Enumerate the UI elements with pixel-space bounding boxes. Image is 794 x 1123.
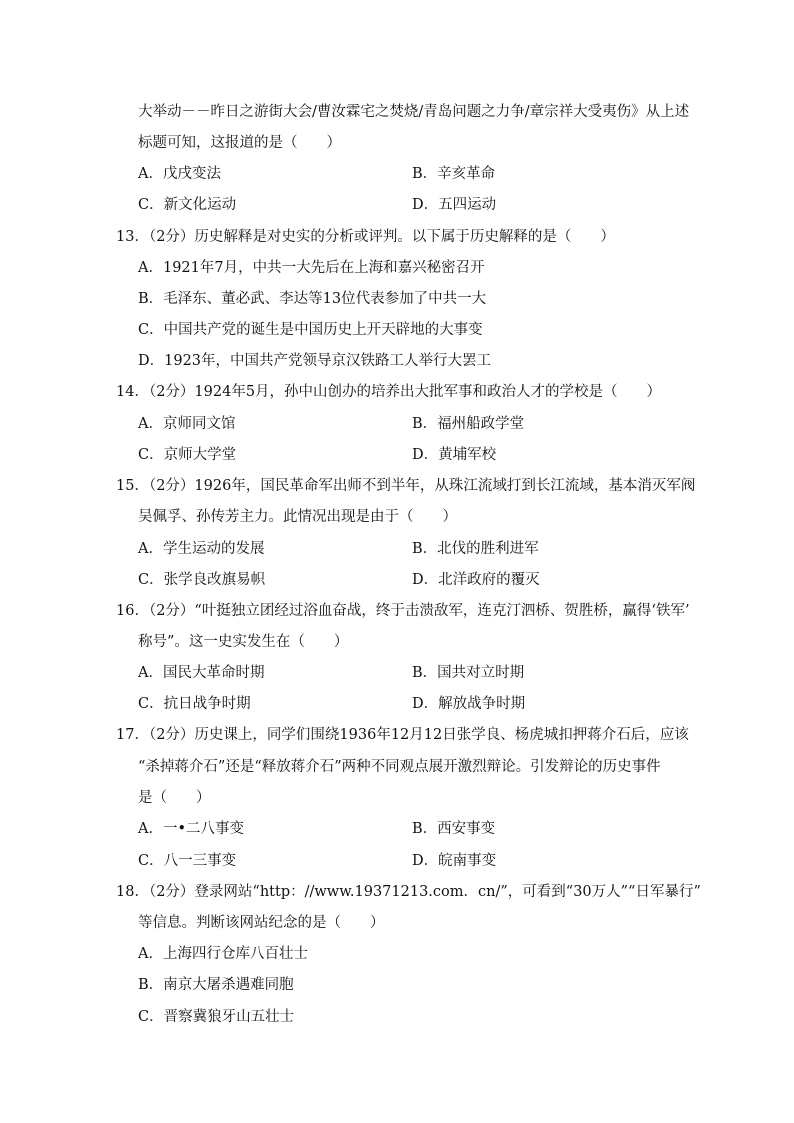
q12-stem-line2: 标题可知，这报道的是（ ）: [138, 135, 341, 151]
q16-option-a: A．国民大革命时期: [138, 665, 265, 681]
q17-option-a: A．一•二八事变: [138, 821, 245, 837]
q12-options-row1: [0, 162, 794, 186]
q17-options-row2: [0, 849, 794, 873]
q14-option-b: B．福州船政学堂: [412, 416, 525, 432]
q18-option-a: A．上海四行仓库八百壮士: [138, 946, 308, 962]
q14-options-row1: [0, 412, 794, 436]
q12-option-d: D．五四运动: [412, 197, 497, 213]
q15-option-c: C．张学良改旗易帜: [138, 572, 266, 588]
q14-option-d: D．黄埔军校: [412, 447, 497, 463]
q15-options-row2: [0, 568, 794, 592]
q16-stem-line2: 称号”。这一史实发生在（ ）: [138, 634, 349, 650]
q17-option-d: D．皖南事变: [412, 853, 497, 869]
q14-option-c: C．京师大学堂: [138, 447, 237, 463]
q12-option-b: B．辛亥革命: [412, 166, 496, 182]
q18-stem-line1: 18．（2分）登录网站“http：//www.19371213.com．cn/”，可看到“30万人”“日军暴行”: [116, 884, 701, 900]
q15-stem-line1: 15．（2分）1926年，国民革命军出师不到半年，从珠江流域打到长江流域，基本消灭军阀: [116, 478, 696, 494]
q18-stem-line2: 等信息。判断该网站纪念的是（ ）: [138, 915, 385, 931]
q13-option-c: C．中国共产党的诞生是中国历史上开天辟地的大事变: [138, 322, 483, 338]
q17-option-b: B．西安事变: [412, 821, 496, 837]
q16-options-row1: [0, 661, 794, 685]
q12-option-c: C．新文化运动: [138, 197, 237, 213]
q17-stem-line3: 是（ ）: [138, 790, 211, 806]
q18-option-c: C．晋察冀狼牙山五壮士: [138, 1009, 295, 1025]
q15-option-a: A．学生运动的发展: [138, 541, 265, 557]
q12-options-row2: [0, 193, 794, 217]
q16-options-row2: [0, 692, 794, 716]
q14-options-row2: [0, 443, 794, 467]
q13-option-a: A．1921年7月，中共一大先后在上海和嘉兴秘密召开: [138, 260, 485, 276]
q12-option-a: A．戊戌变法: [138, 166, 221, 182]
q15-option-d: D．北洋政府的覆灭: [412, 572, 540, 588]
q14-stem: 14．（2分）1924年5月，孙中山创办的培养出大批军事和政治人才的学校是（ ）: [116, 384, 662, 400]
q15-options-row1: [0, 537, 794, 561]
q13-option-b: B．毛泽东、董必武、李达等13位代表参加了中共一大: [138, 291, 487, 307]
q17-stem-line1: 17．（2分）历史课上，同学们围绕1936年12月12日张学良、杨虎城扣押蒋介石后，应该: [116, 727, 689, 743]
q13-stem: 13．（2分）历史解释是对史实的分析或评判。以下属于历史解释的是（ ）: [116, 229, 615, 245]
q16-stem-line1: 16．（2分）“叶挺独立团经过浴血奋战，终于击溃敌军，连克汀泗桥、贺胜桥，赢得‘铁军’: [116, 603, 690, 619]
q17-stem-line2: “杀掉蒋介石”还是“释放蒋介石”两种不同观点展开激烈辩论。引发辩论的历史事件: [138, 759, 661, 775]
q15-stem-line2: 吴佩孚、孙传芳主力。此情况出现是由于（ ）: [138, 509, 457, 525]
q16-option-c: C．抗日战争时期: [138, 696, 251, 712]
q13-option-d: D．1923年，中国共产党领导京汉铁路工人举行大罢工: [138, 353, 492, 369]
q15-option-b: B．北伐的胜利进军: [412, 541, 539, 557]
q12-stem-line1: 大举动－－昨日之游街大会/曹汝霖宅之焚烧/青岛问题之力争/章宗祥大受夷伤》从上述: [138, 104, 690, 120]
q16-option-b: B．国共对立时期: [412, 665, 525, 681]
q17-options-row1: [0, 817, 794, 841]
q18-option-b: B．南京大屠杀遇难同胞: [138, 977, 294, 993]
q16-option-d: D．解放战争时期: [412, 696, 526, 712]
q14-option-a: A．京师同文馆: [138, 416, 236, 432]
q17-option-c: C．八一三事变: [138, 853, 237, 869]
